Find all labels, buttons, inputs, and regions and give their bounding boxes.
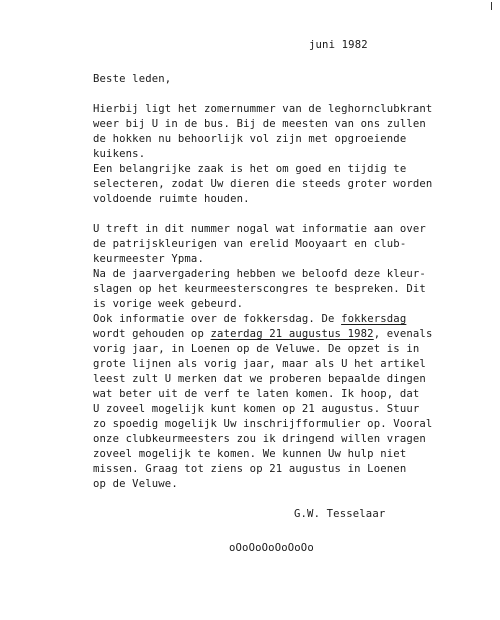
- body-line: [93, 327, 432, 341]
- body-line: Hierbij ligt het zomernummer van de leghornclubkrant: [93, 103, 433, 115]
- body-line: grote lijnen als vorig jaar, maar als U het artikel: [93, 358, 426, 370]
- body-text: Ook informatie over de fokkersdag. De: [93, 313, 342, 325]
- body-line: Na de jaarvergadering hebben we beloofd deze kleur-: [93, 268, 426, 280]
- body-line: weer bij U in de bus. Bij de meesten van ons zullen: [93, 118, 426, 130]
- body-line: zo spoedig mogelijk Uw inschrijfformulier op. Vooral: [93, 418, 433, 430]
- underlined-date: zaterdag 21 augustus 1982: [210, 328, 374, 340]
- body-line: [93, 312, 406, 326]
- closing-ornament: oOoOoOoOoOoOo: [229, 542, 314, 554]
- signature: G.W. Tesselaar: [294, 508, 386, 520]
- body-line: zoveel mogelijk te komen. We kunnen Uw hulp niet: [93, 448, 407, 460]
- body-line: U zoveel mogelijk kunt komen op 21 augustus. Stuur: [93, 403, 420, 415]
- body-line: wat beter uit de verf te laten komen. Ik hoop, dat: [93, 388, 420, 400]
- body-text: , evenals: [373, 328, 433, 340]
- body-line: op de Veluwe.: [93, 478, 178, 490]
- body-line: missen. Graag tot ziens op 21 augustus in Loenen: [93, 463, 407, 475]
- body-line: U treft in dit nummer nogal wat informatie aan over: [93, 223, 426, 235]
- underlined-fokkersdag: fokkersdag: [341, 313, 407, 325]
- body-line: kuikens.: [93, 148, 146, 160]
- body-line: selecteren, zodat Uw dieren die steeds groter worden: [93, 178, 433, 190]
- body-line: leest zult U merken dat we proberen bepaalde dingen: [93, 373, 426, 385]
- body-line: vorig jaar, in Loenen op de Veluwe. De opzet is in: [93, 343, 420, 355]
- scan-mark: [491, 2, 492, 10]
- salutation: Beste leden,: [93, 73, 172, 85]
- body-line: slagen op het keurmeesterscongres te bespreken. Dit: [93, 283, 426, 295]
- body-line: de patrijskleurigen van erelid Mooyaart en club-: [93, 238, 407, 250]
- body-line: keurmeester Ypma.: [93, 253, 204, 265]
- body-line: de hokken nu behoorlijk vol zijn met opgroeiende: [93, 133, 407, 145]
- body-line: voldoende ruimte houden.: [93, 193, 250, 205]
- body-text: wordt gehouden op: [93, 328, 211, 340]
- body-line: onze clubkeurmeesters zou ik dringend willen vragen: [93, 433, 426, 445]
- body-line: Een belangrijke zaak is het om goed en tijdig te: [93, 163, 407, 175]
- body-line: is vorige week gebeurd.: [93, 298, 244, 310]
- letter-date: juni 1982: [309, 39, 368, 51]
